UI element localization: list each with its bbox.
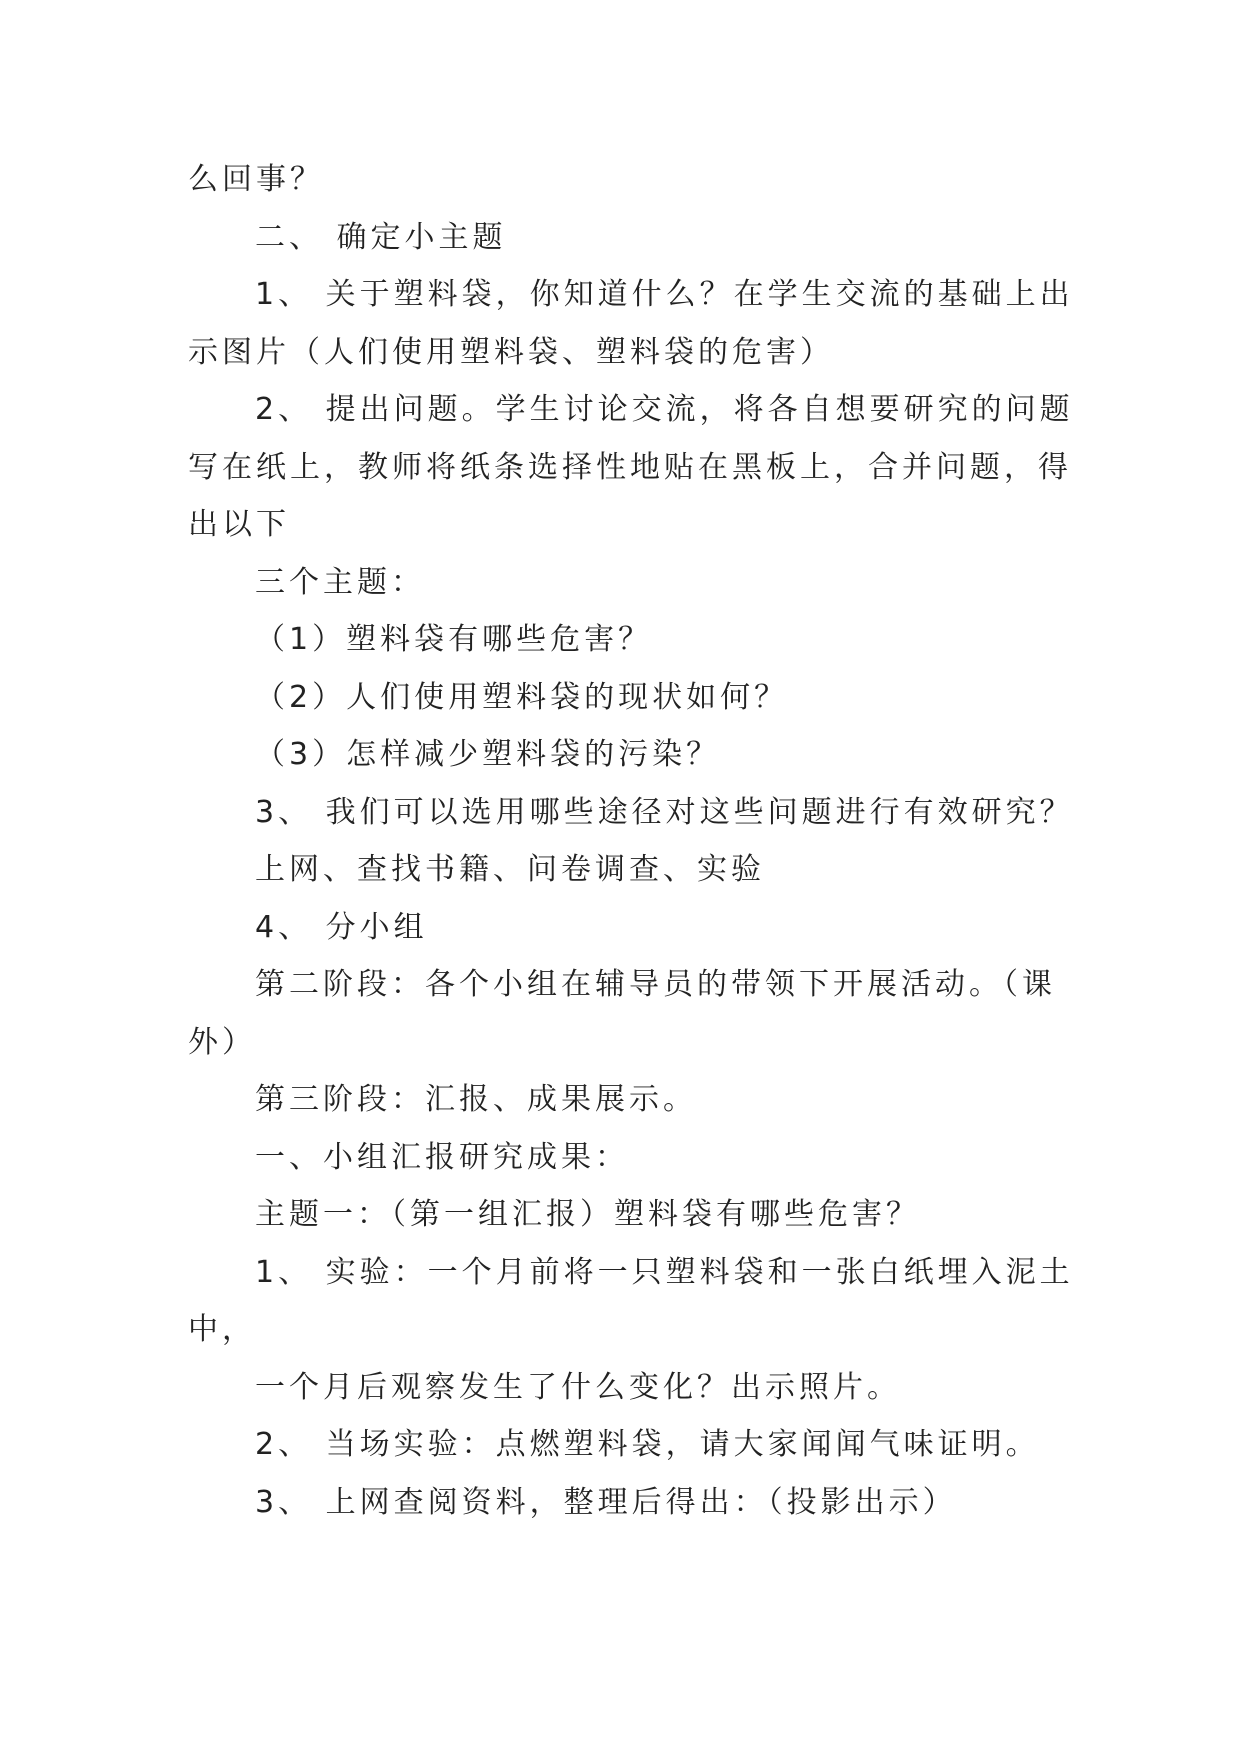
text-line: 么回事？: [188, 162, 324, 197]
text-line: 3、 我们可以选用哪些途径对这些问题进行有效研究？: [255, 795, 1074, 830]
text-line: 上网、查找书籍、问卷调查、实验: [255, 852, 765, 887]
text-line: 一个月后观察发生了什么变化？出示照片。: [255, 1370, 901, 1405]
text-line: 一、小组汇报研究成果：: [255, 1140, 629, 1175]
text-line: 第三阶段：汇报、成果展示。: [255, 1082, 697, 1117]
text-line: 示图片（人们使用塑料袋、塑料袋的危害）: [188, 335, 834, 370]
section-heading: 二、 确定小主题: [255, 220, 507, 255]
text-line: 外）: [188, 1025, 256, 1060]
text-line: 4、 分小组: [255, 910, 428, 945]
text-line: 三个主题：: [255, 565, 425, 600]
text-line: 2、 提出问题。学生讨论交流，将各自想要研究的问题: [255, 392, 1074, 427]
text-line: 1、 实验：一个月前将一只塑料袋和一张白纸埋入泥土: [255, 1255, 1074, 1290]
list-item: （2）人们使用塑料袋的现状如何？: [255, 680, 789, 715]
text-line: 2、 当场实验：点燃塑料袋，请大家闻闻气味证明。: [255, 1427, 1040, 1462]
text-line: 3、 上网查阅资料，整理后得出：（投影出示）: [255, 1485, 957, 1520]
text-line: 写在纸上，教师将纸条选择性地贴在黑板上，合并问题，得: [188, 450, 1072, 485]
text-line: 主题一：（第一组汇报）塑料袋有哪些危害？: [255, 1197, 920, 1232]
text-line: 1、 关于塑料袋，你知道什么？在学生交流的基础上出: [255, 277, 1074, 312]
text-line: 出以下: [188, 507, 290, 542]
text-line: 第二阶段：各个小组在辅导员的带领下开展活动。（课: [255, 967, 1056, 1002]
text-line: 中，: [188, 1312, 256, 1347]
list-item: （3）怎样减少塑料袋的污染？: [255, 737, 721, 772]
list-item: （1）塑料袋有哪些危害？: [255, 622, 653, 657]
